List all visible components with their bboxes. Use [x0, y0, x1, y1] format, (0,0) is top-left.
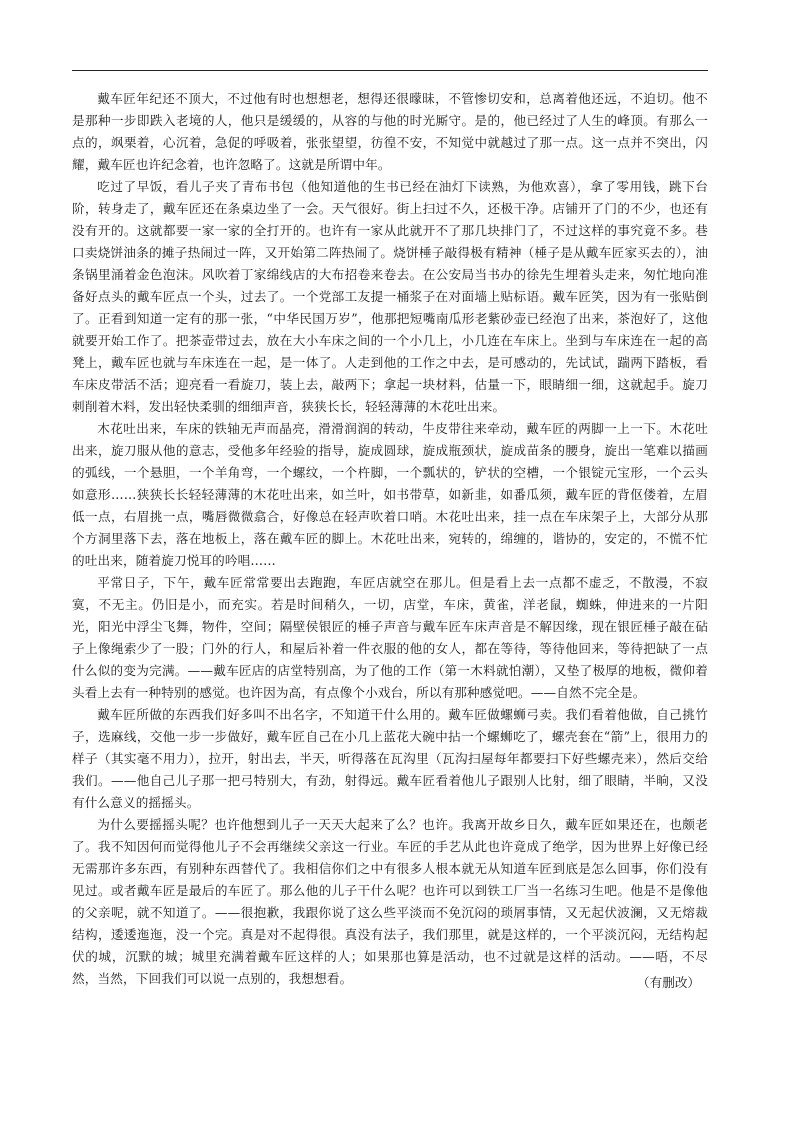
- edit-note: （有删改）: [637, 975, 700, 990]
- paragraph-3: 木花吐出来，车床的铁轴无声而晶亮，滑滑润润的转动，牛皮带往来牵动，戴车匠的两脚一上一下。木花吐出来，旋刀服从他的意志，受他多年经验的指导，旋成圆球，旋成瓶颈状，旋成苗条的腰身，旋出一笔难以描画的弧线，一个悬胆，一个羊角弯，一个螺纹，一个杵脚，一个瓢状的，铲状的空槽，一个银锭元宝形，一个云头如意形……狭狭长长轻轻薄薄的木花吐出来，如兰叶，如书带草，如新韭，如番瓜须，戴车匠的背伛偻着，左眉低一点，右眉挑一点，嘴唇微微翕合，好像总在轻声吹着口哨。木花吐出来，挂一点在车床架子上，大部分从那个方洞里落下去，落在地板上，落在戴车匠的脚上。木花吐出来，宛转的，绵缠的，谐协的，安定的，不慌不忙的吐出来，随着旋刀悦耳的吟唱……: [72, 421, 708, 568]
- paragraph-6: 为什么要摇摇头呢？也许他想到儿子一天天大起来了么？也许。我离开故乡日久，戴车匠如果还在，也颇老了。我不知因何而觉得他儿子不会再继续父亲这一行业。车匠的手艺从此也许竟成了绝学，因为世界上好像已经无需那许多东西，有别种东西替代了。我相信你们之中有很多人根本就无从知道车匠到底是怎么回事，你们没有见过。或者戴车匠是最后的车匠了。那么他的儿子干什么呢？也许可以到铁工厂当一名练习生吧。他是不是像他的父亲呢，就不知道了。——很抱歉，我跟你说了这么些平淡而不免沉闷的琐屑事情，又无起伏波澜，又无熔裁结构，逶逶迤迤，没一个完。真是对不起得很。真没有法子，我们那里，就是这样的，一个平淡沉闷，无结构起伏的城，沉默的城；城里充满着戴车匠这样的人；如果那也算是活动，也不过就是这样的活动。——唔，不尽然，当然，下回我们可以说一点别的，我想想看。: [72, 817, 708, 986]
- article-body: [72, 88, 708, 990]
- paragraph-2: 吃过了早饭，看儿子夹了青布书包（他知道他的生书已经在油灯下读熟，为他欢喜），拿了零用钱，跳下台阶，转身走了，戴车匠还在条桌边坐了一会。天气很好。街上扫过不久，还极干净。店铺开了门的不少，也还有没有开的。这就都要一家一家的全打开的。也许有一家从此就开不了那几块排门了，不过这样的事究竟不多。巷口卖烧饼油条的摊子热闹过一阵，又开始第二阵热闹了。烧饼棰子敲得极有精神（棰子是从戴车匠家买去的），油条锅里涌着金色泡沫。风吹着丁家绵线店的大布招卷来卷去。在公安局当书办的徐先生埋着头走来，匆忙地向准备好点头的戴车匠点一个头，过去了。一个党部工友提一桶浆子在对面墙上贴标语。戴车匠笑，因为有一张贴倒了。正看到知道一定有的那一张，“中华民国万岁”，他那把短嘴南瓜形老紫砂壶已经泡了出来，茶泡好了，这他就要开始工作了。把茶壶带过去，放在大小车床之间的一个小几上，小几连在车床上。坐到与车床连在一起的高凳上，戴车匠也就与车床连在一起，是一体了。人走到他的工作之中去，是可感动的，先试试，踹两下踏板，看车床皮带活不活；迎亮看一看旋刀，装上去，敲两下；拿起一块材料，估量一下，眼睛细一细，这就起手。旋刀刺削着木料，发出轻快柔驯的细细声音，狭狭长长，轻轻薄薄的木花吐出来。: [72, 179, 708, 414]
- paragraph-5: 戴车匠所做的东西我们好多叫不出名字，不知道干什么用的。戴车匠做螺蛳弓卖。我们看着他做，自己挑竹子，选麻线，交他一步一步做好，戴车匠自己在小几上蓝花大碗中拈一个螺蛳吃了，螺壳套在“箭”上，很用力的样子（其实毫不用力），拉开，射出去，半天，听得落在瓦沟里（瓦沟扫屋每年都要扫下好些螺壳来），然后交给我们。——他自己儿子那一把弓特别大，有劲，射得远。戴车匠看着他儿子跟别人比射，细了眼睛，半晌，又没有什么意义的摇摇头。: [72, 707, 708, 810]
- header-rule: [72, 70, 708, 71]
- paragraph-1: 戴车匠年纪还不顶大，不过他有时也想想老，想得还很曚昧，不管惨切安和，总离着他还远，不迫切。他不是那种一步即跌入老境的人，他只是缓缓的，从容的与他的时光厮守。是的，他已经过了人生的峰顶。有那么一点的，飒栗着，心沉着，急促的呼吸着，张张望望，彷徨不安，不知觉中就越过了那一点。这一点并不突出，闪耀，戴车匠也许纪念着，也许忽略了。这就是所谓中年。: [72, 91, 708, 172]
- paragraph-4: 平常日子，下午，戴车匠常常要出去跑跑，车匠店就空在那儿。但是看上去一点都不虚乏，不散漫，不寂寞，不无主。仍旧是小，而充实。若是时间稍久，一切，店堂，车床，黄雀，洋老鼠，蜘蛛，伸进来的一片阳光，阳光中浮尘飞舞，物件，空间；隔壁侯银匠的棰子声音与戴车匠车床声音是不解因缘，现在银匠棰子敲在砧子上像绳索少了一股；门外的行人，和屋后补着一件衣服的他的女人，都在等待，等待他回来，等待把缺了一点什么似的变为完满。——戴车匠店的店堂特别高，为了他的工作（第一木料就怕潮），又垫了极厚的地板，微仰着头看上去有一种特别的感觉。也许因为高，有点像个小戏台，所以有那种感觉吧。——自然不完全是。: [72, 575, 708, 700]
